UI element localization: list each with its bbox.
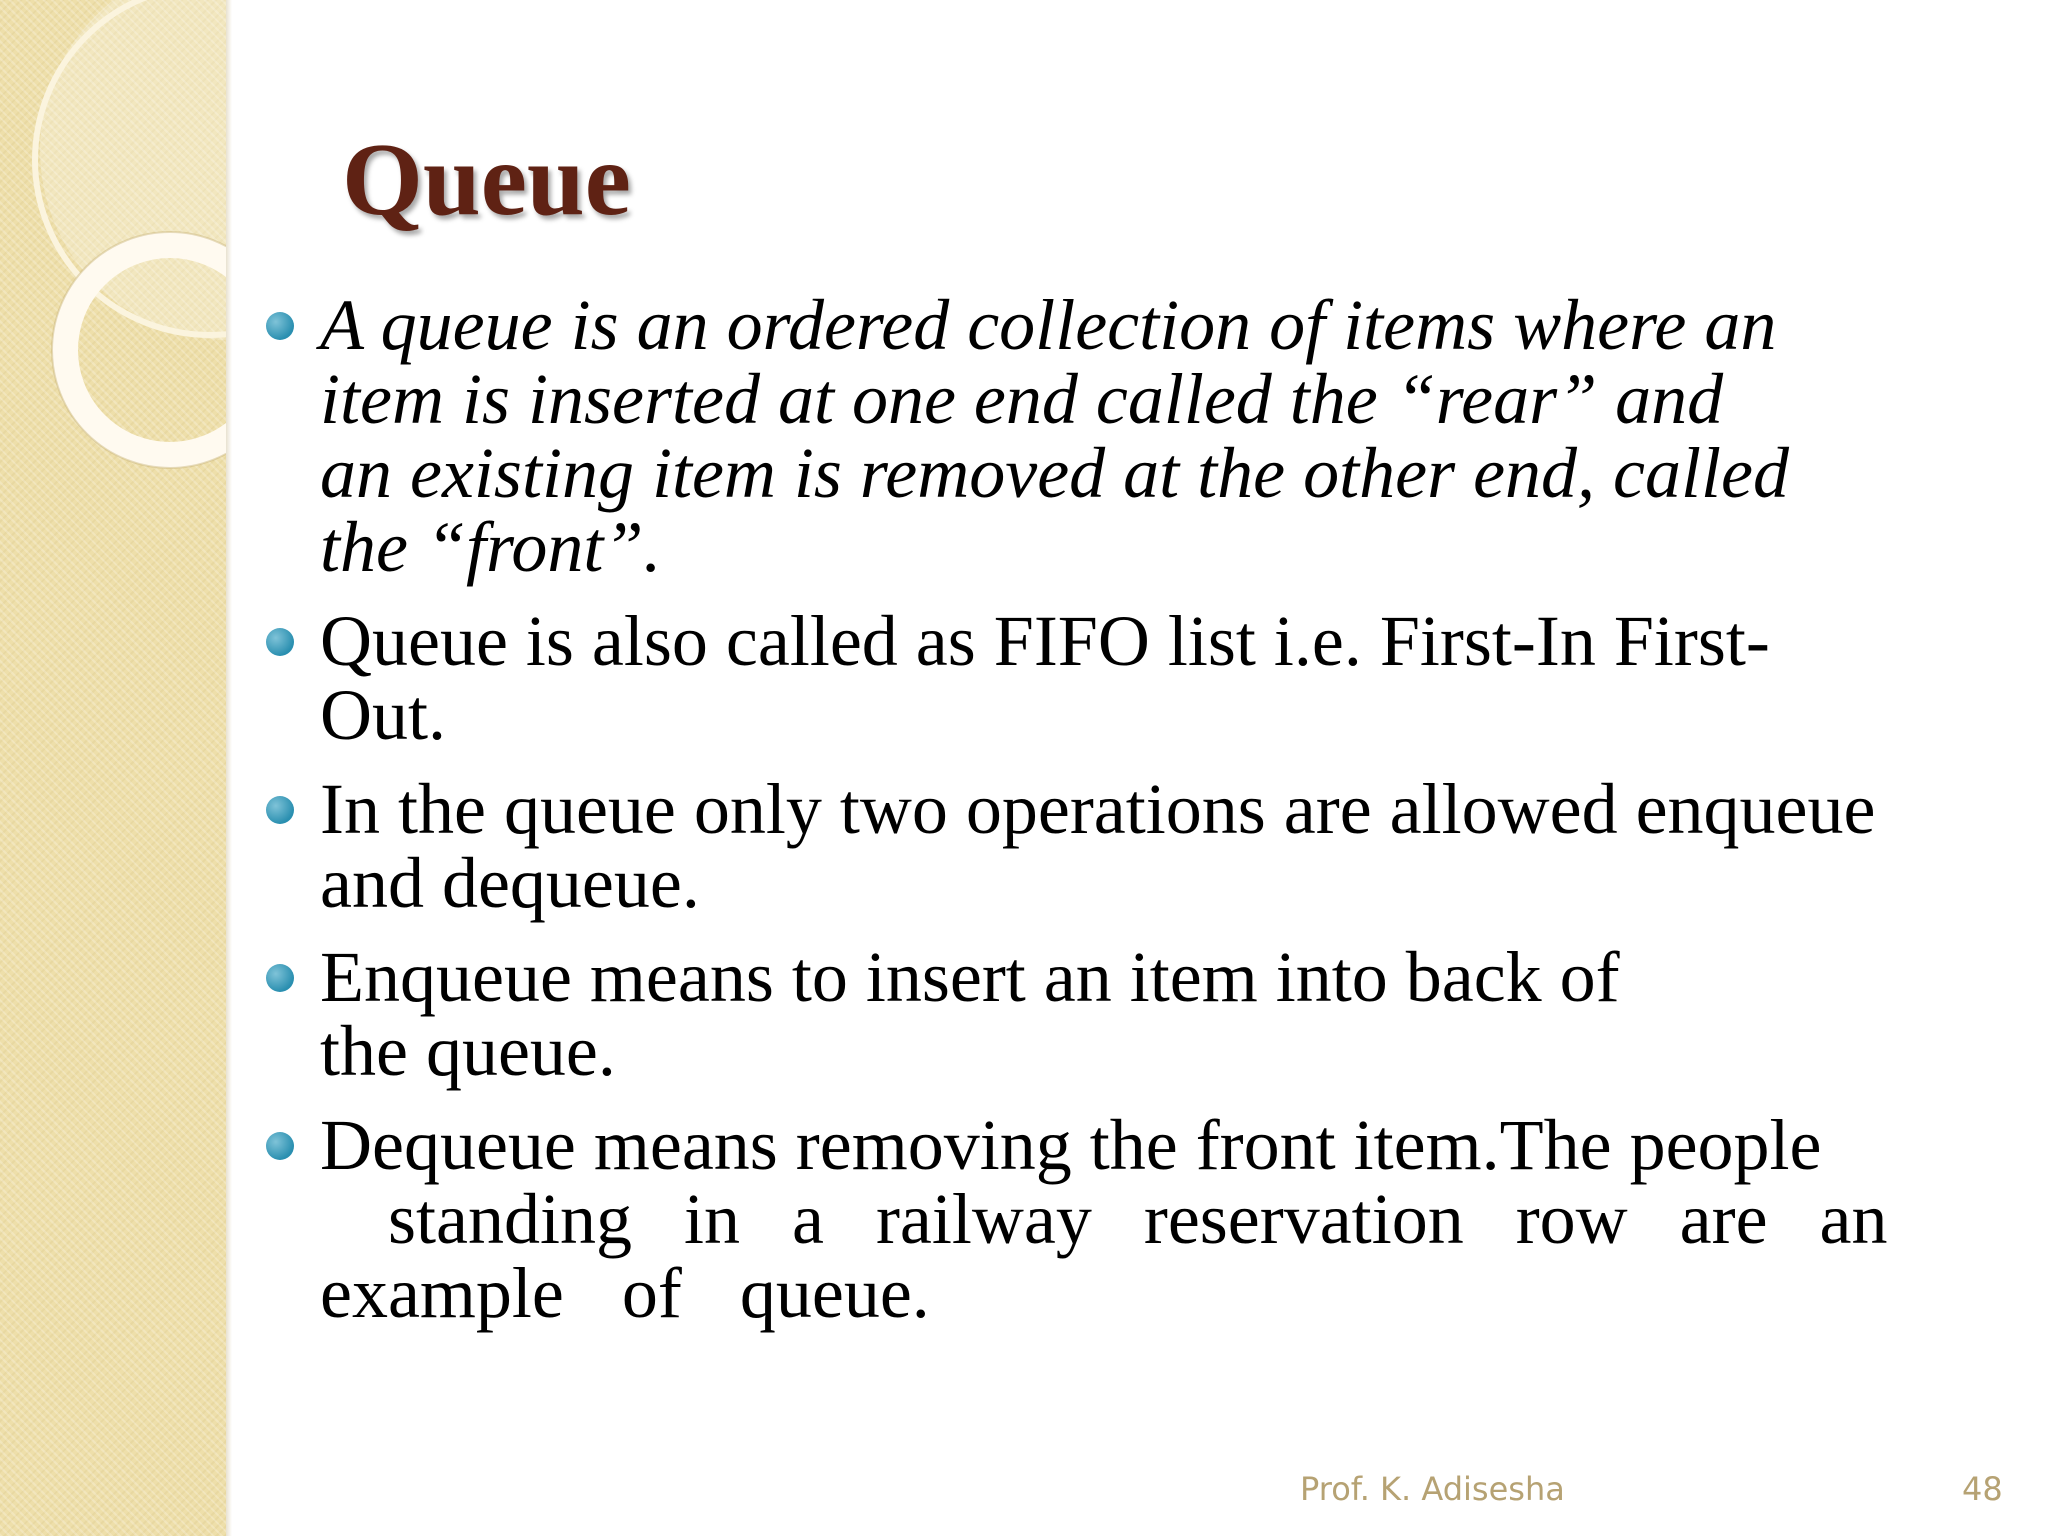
bullet-dot-icon <box>266 964 294 992</box>
decorative-side-panel <box>0 0 226 1536</box>
bullet-line: item is inserted at one end called the “rear” and <box>320 359 1724 439</box>
bullet-dot-icon <box>266 628 294 656</box>
bullet-item <box>260 937 1984 1091</box>
bullet-line: A queue is an ordered collection of items where an <box>320 285 1777 365</box>
bullet-line: standing in a railway reservation row are an <box>388 1179 1888 1259</box>
bullet-item <box>260 285 1984 587</box>
bullet-line: the queue. <box>320 1011 616 1091</box>
bullet-item <box>260 1105 1984 1333</box>
bullet-line: In the queue only two operations are allowed enqueue <box>320 769 1876 849</box>
bullet-line: and dequeue. <box>320 843 700 923</box>
bullet-dot-icon <box>266 312 294 340</box>
bullet-line: Queue is also called as FIFO list i.e. First-In First- <box>320 601 1770 681</box>
bullet-text <box>320 1105 1984 1333</box>
bullet-list <box>260 285 1984 1350</box>
bullet-line: example of queue. <box>320 1253 930 1333</box>
footer-author: Prof. K. Adisesha <box>1300 1470 1565 1508</box>
bullet-dot-icon <box>266 1132 294 1160</box>
bullet-text <box>320 285 1984 587</box>
bullet-line: Out. <box>320 675 446 755</box>
bullet-text <box>320 601 1984 755</box>
decorative-rings <box>0 0 226 1536</box>
bullet-text <box>320 769 1984 923</box>
slide-number: 48 <box>1962 1470 2003 1508</box>
bullet-line: an existing item is removed at the other end, called <box>320 433 1789 513</box>
bullet-text <box>320 937 1984 1091</box>
bullet-item <box>260 601 1984 755</box>
slide-title: Queue <box>342 122 631 237</box>
bullet-line: Enqueue means to insert an item into back of <box>320 937 1620 1017</box>
bullet-line: Dequeue means removing the front item.The people <box>320 1105 1822 1185</box>
side-panel-edge <box>226 0 232 1536</box>
bullet-line: the “front”. <box>320 507 662 587</box>
bullet-item <box>260 769 1984 923</box>
bullet-dot-icon <box>266 796 294 824</box>
